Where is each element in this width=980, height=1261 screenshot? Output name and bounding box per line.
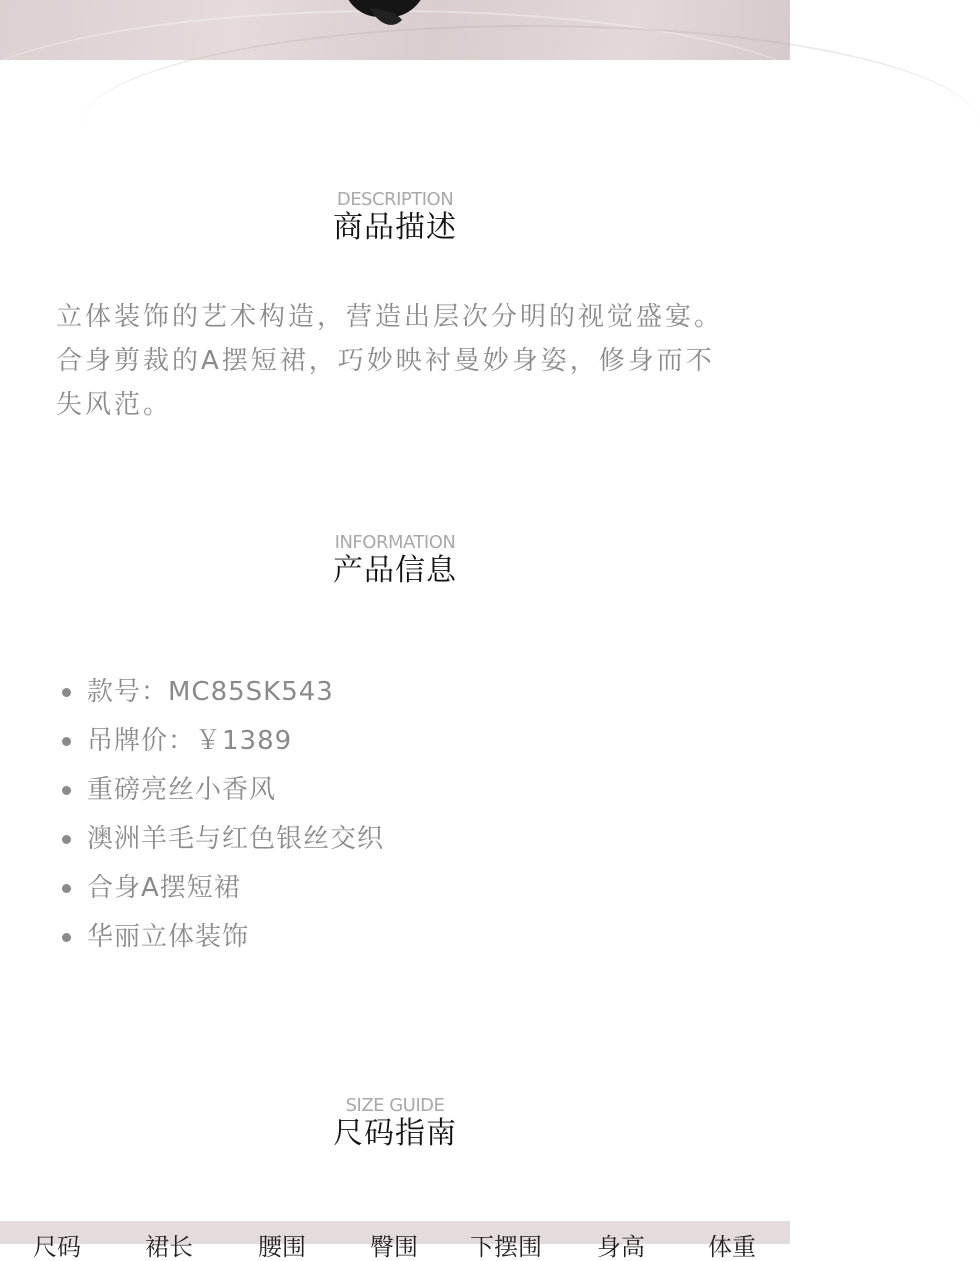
black-bow-ornament bbox=[340, 0, 430, 32]
size-column-header: 腰围 bbox=[258, 1233, 306, 1261]
info-item-text: 吊牌价：￥1389 bbox=[87, 726, 293, 756]
size-column-header: 下摆围 bbox=[470, 1233, 542, 1261]
bullet-dot bbox=[62, 737, 71, 746]
size-column-header: 臀围 bbox=[370, 1233, 418, 1261]
info-item-text: 合身A摆短裙 bbox=[87, 873, 241, 903]
info-item-text: 华丽立体装饰 bbox=[87, 922, 250, 952]
size-table-header-row bbox=[0, 1221, 790, 1261]
size-guide-header bbox=[0, 1096, 790, 1152]
bullet-dot bbox=[62, 786, 71, 795]
list-item bbox=[60, 913, 384, 962]
information-header bbox=[0, 533, 790, 589]
description-en-label: DESCRIPTION bbox=[336, 189, 454, 210]
size-guide-en-label: SIZE GUIDE bbox=[345, 1095, 445, 1116]
description-title: 商品描述 bbox=[333, 210, 457, 245]
info-item-text: 款号：MC85SK543 bbox=[87, 677, 334, 707]
description-header bbox=[0, 190, 790, 246]
list-item bbox=[60, 717, 384, 766]
info-item-text: 重磅亮丝小香风 bbox=[87, 775, 277, 805]
product-info-list bbox=[60, 668, 384, 962]
list-item bbox=[60, 766, 384, 815]
list-item bbox=[60, 864, 384, 913]
bullet-dot bbox=[62, 884, 71, 893]
product-photo-bottom-edge bbox=[0, 0, 790, 60]
information-title: 产品信息 bbox=[333, 553, 457, 588]
bullet-dot bbox=[62, 933, 71, 942]
size-column-header: 尺码 bbox=[33, 1233, 81, 1261]
size-column-header: 裙长 bbox=[145, 1233, 193, 1261]
bullet-dot bbox=[62, 688, 71, 697]
list-item bbox=[60, 668, 384, 717]
info-item-text: 澳洲羊毛与红色银丝交织 bbox=[87, 824, 385, 854]
size-column-header: 体重 bbox=[708, 1233, 756, 1261]
size-column-header: 身高 bbox=[597, 1233, 645, 1261]
information-en-label: INFORMATION bbox=[334, 532, 456, 553]
list-item bbox=[60, 815, 384, 864]
bullet-dot bbox=[62, 835, 71, 844]
size-guide-title: 尺码指南 bbox=[333, 1116, 457, 1151]
description-text: 立体装饰的艺术构造，营造出层次分明的视觉盛宴。合身剪裁的A摆短裙，巧妙映衬曼妙身姿，修身而不失风范。 bbox=[56, 302, 724, 420]
